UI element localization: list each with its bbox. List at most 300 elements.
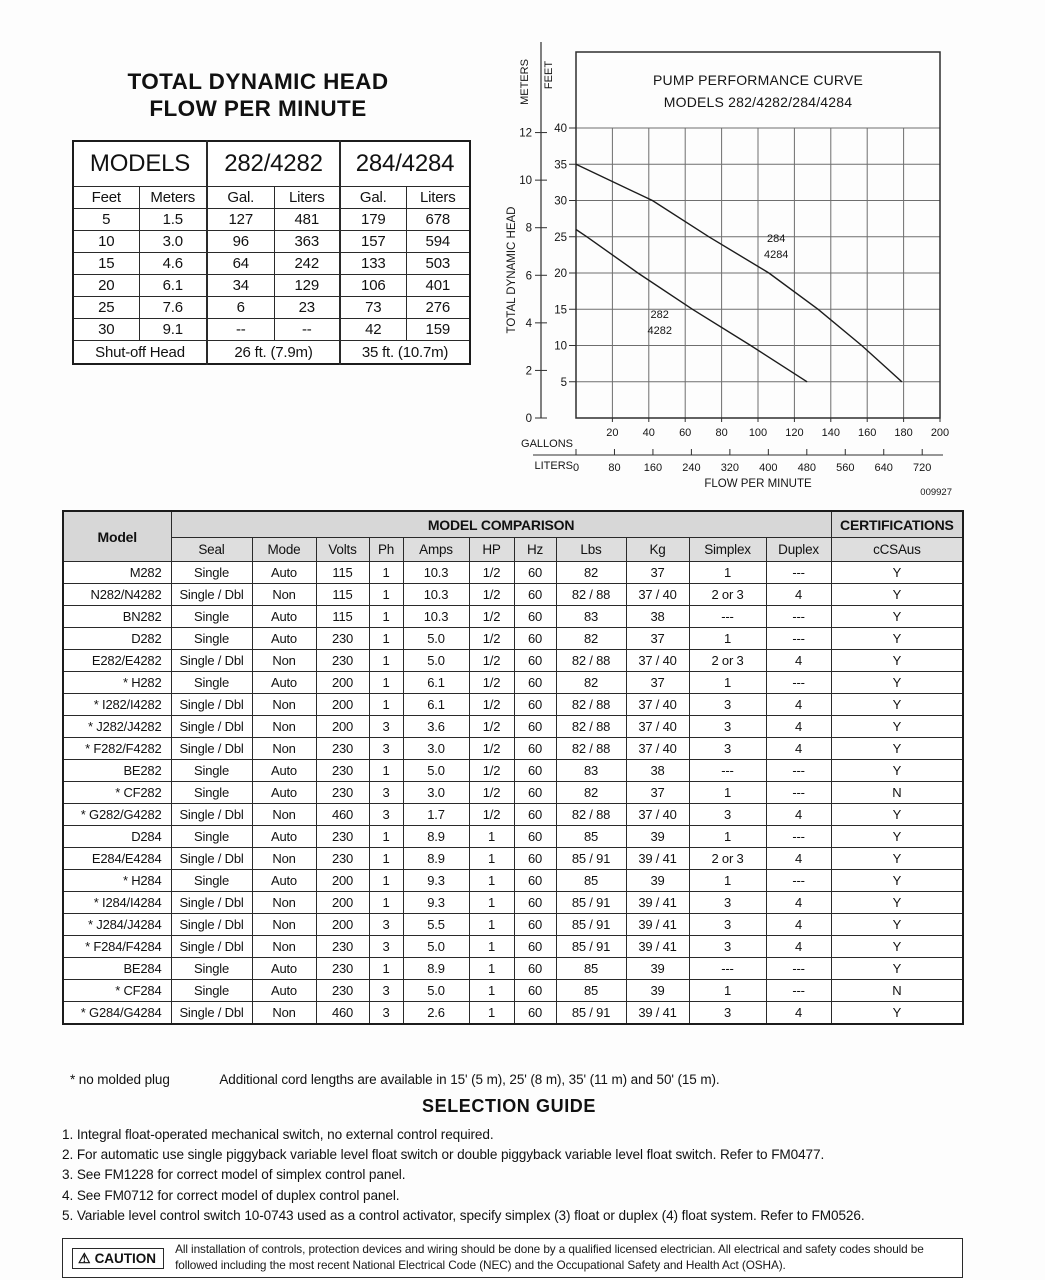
feet-tick-label: 10 (554, 340, 567, 353)
comparison-cell: 1/2 (469, 584, 514, 606)
comparison-row (63, 760, 963, 782)
comparison-cell: 1 (469, 980, 514, 1002)
comparison-cell: Single / Dbl (171, 848, 252, 870)
comparison-cell: 39 (626, 958, 689, 980)
comparison-cell: 1 (369, 606, 403, 628)
comparison-row (63, 936, 963, 958)
comparison-cell: 8.9 (403, 958, 469, 980)
comparison-cell: 83 (556, 760, 626, 782)
gallons-axis-label: GALLONS (521, 438, 573, 450)
col-lbs: Lbs (556, 538, 626, 562)
comparison-cell: 4 (766, 804, 831, 826)
chart-title: PUMP PERFORMANCE CURVE (652, 72, 864, 88)
guide-item-5: 5. Variable level control switch 10-0743 used as a control activator, specify simplex (3) float or duplex (4) float system. Refer to FM0526. (62, 1207, 865, 1223)
footnote-cord-lengths: Additional cord lengths are available in 15' (5 m), 25' (8 m), 35' (11 m) and 50' (15 m). (219, 1072, 720, 1087)
comparison-cell: Y (831, 958, 963, 980)
comparison-cell: 3 (369, 804, 403, 826)
comparison-cell: Single / Dbl (171, 738, 252, 760)
comparison-cell: 60 (514, 628, 556, 650)
comparison-cell: Non (252, 892, 316, 914)
comparison-row (63, 606, 963, 628)
comparison-cell: Auto (252, 562, 316, 584)
comparison-cell: 82 / 88 (556, 804, 626, 826)
certifications-header: CERTIFICATIONS (831, 511, 963, 538)
tdh-col-feet: Feet (73, 187, 139, 209)
comparison-cell: 82 (556, 628, 626, 650)
gallons-tick-label: 40 (642, 427, 655, 439)
comparison-cell: 60 (514, 892, 556, 914)
meters-tick-label: 0 (525, 413, 532, 425)
tdh-cell: 5 (73, 209, 139, 231)
tdh-cell: 133 (340, 253, 406, 275)
comparison-cell: Single / Dbl (171, 1002, 252, 1025)
col-ph: Ph (369, 538, 403, 562)
comparison-cell: 4 (766, 1002, 831, 1025)
comparison-cell: 4 (766, 848, 831, 870)
guide-item-4: 4. See FM0712 for correct model of duplex control panel. (62, 1187, 400, 1203)
comparison-cell: 3 (689, 892, 766, 914)
comparison-cell: Y (831, 892, 963, 914)
comparison-cell: Single (171, 760, 252, 782)
comparison-cell: 1 (689, 980, 766, 1002)
tdh-cell: 179 (340, 209, 406, 231)
comparison-model-cell: * CF284 (63, 980, 171, 1002)
comparison-cell: 3 (369, 980, 403, 1002)
comparison-cell: Non (252, 914, 316, 936)
comparison-cell: 1 (689, 562, 766, 584)
comparison-cell: 39 (626, 826, 689, 848)
tdh-cell: 20 (73, 275, 139, 297)
meters-tick-label: 10 (519, 175, 532, 188)
comparison-cell: 37 (626, 782, 689, 804)
guide-item-2: 2. For automatic use single piggyback variable level float switch or double piggyback variable level float switch. Refer to FM0477. (62, 1147, 825, 1163)
comparison-cell: 1 (369, 562, 403, 584)
chart-subtitle: MODELS 282/4282/284/4284 (663, 94, 853, 110)
comparison-model-cell: D282 (63, 628, 171, 650)
comparison-row (63, 738, 963, 760)
feet-tick-label: 5 (560, 376, 567, 389)
comparison-cell: --- (766, 760, 831, 782)
comparison-cell: 85 / 91 (556, 936, 626, 958)
tdh-header-models: MODELS (73, 141, 207, 187)
tdh-col-meters: Meters (139, 187, 207, 209)
comparison-cell: 230 (316, 738, 369, 760)
meters-tick-label: 4 (525, 317, 532, 330)
comparison-cell: Single / Dbl (171, 914, 252, 936)
comparison-cell: 1/2 (469, 562, 514, 584)
comparison-cell: 3 (689, 1002, 766, 1025)
tdh-col-liters-282: Liters (274, 187, 340, 209)
comparison-cell: 4 (766, 892, 831, 914)
tdh-cell: 594 (406, 231, 470, 253)
comparison-header-model: Model (63, 511, 171, 562)
comparison-cell: 82 / 88 (556, 694, 626, 716)
comparison-cell: 2 or 3 (689, 584, 766, 606)
curve-label-282/4282: 4282 (647, 324, 672, 337)
col-kg: Kg (626, 538, 689, 562)
comparison-cell: 37 / 40 (626, 650, 689, 672)
col-seal: Seal (171, 538, 252, 562)
comparison-cell: 3 (689, 804, 766, 826)
comparison-cell: --- (766, 562, 831, 584)
comparison-cell: 38 (626, 760, 689, 782)
comparison-cell: 1 (369, 650, 403, 672)
feet-tick-label: 35 (554, 159, 567, 172)
comparison-cell: 1/2 (469, 760, 514, 782)
comparison-cell: --- (766, 628, 831, 650)
comparison-header-group: MODEL COMPARISON (171, 511, 831, 538)
comparison-cell: 4 (766, 584, 831, 606)
comparison-row (63, 716, 963, 738)
comparison-cell: 1/2 (469, 716, 514, 738)
comparison-row (63, 1002, 963, 1025)
comparison-cell: Non (252, 848, 316, 870)
meters-tick-label: 2 (525, 365, 532, 378)
tdh-cell: 481 (274, 209, 340, 231)
caution-text: All installation of controls, protection devices and wiring should be done by a qualified licensed electrician. All electrical and safety codes should be followed including the most recent National Electrical Code (NEC) and the Occupational Safety and Health Act (OSHA). (175, 1242, 924, 1272)
col-mode: Mode (252, 538, 316, 562)
meters-tick-label: 6 (525, 270, 532, 283)
comparison-cell: Y (831, 694, 963, 716)
gallons-tick-label: 200 (930, 427, 950, 439)
tdh-header-282: 282/4282 (207, 141, 340, 187)
comparison-cell: Y (831, 650, 963, 672)
comparison-cell: Y (831, 738, 963, 760)
comparison-row (63, 870, 963, 892)
comparison-model-cell: BN282 (63, 606, 171, 628)
comparison-cell: Y (831, 914, 963, 936)
comparison-cell: --- (689, 958, 766, 980)
comparison-cell: 9.3 (403, 892, 469, 914)
comparison-cell: 200 (316, 694, 369, 716)
comparison-model-cell: * CF282 (63, 782, 171, 804)
comparison-cell: 3 (369, 738, 403, 760)
comparison-cell: 3 (369, 1002, 403, 1025)
comparison-cell: 37 / 40 (626, 804, 689, 826)
comparison-cell: 85 (556, 870, 626, 892)
comparison-cell: 4 (766, 650, 831, 672)
comparison-cell: 60 (514, 804, 556, 826)
gallons-tick-label: 180 (894, 427, 913, 439)
comparison-cell: Single / Dbl (171, 936, 252, 958)
comparison-cell: 6.1 (403, 694, 469, 716)
comparison-cell: Single (171, 958, 252, 980)
selection-guide-list (62, 1125, 977, 1226)
comparison-cell: 60 (514, 716, 556, 738)
tdh-cell: 64 (207, 253, 274, 275)
comparison-cell: 85 (556, 958, 626, 980)
tdh-header-284: 284/4284 (340, 141, 470, 187)
comparison-cell: 5.0 (403, 628, 469, 650)
comparison-cell: 37 (626, 628, 689, 650)
tdh-shutoff-284: 35 ft. (10.7m) (340, 341, 470, 365)
tdh-cell: 503 (406, 253, 470, 275)
comparison-cell: 39 / 41 (626, 1002, 689, 1025)
tdh-cell: -- (207, 319, 274, 341)
comparison-cell: 3 (689, 936, 766, 958)
comparison-cell: 3 (369, 782, 403, 804)
tdh-row (73, 297, 470, 319)
pump-performance-chart-svg (505, 28, 980, 500)
meters-tick-label: 12 (519, 127, 532, 140)
comparison-cell: 4 (766, 716, 831, 738)
comparison-cell: 85 (556, 980, 626, 1002)
col-amps: Amps (403, 538, 469, 562)
tdh-cell: 678 (406, 209, 470, 231)
comparison-cell: 37 (626, 562, 689, 584)
comparison-cell: 60 (514, 606, 556, 628)
comparison-row (63, 628, 963, 650)
tdh-title (75, 68, 441, 122)
comparison-cell: 8.9 (403, 848, 469, 870)
comparison-cell: 1/2 (469, 672, 514, 694)
col-volts: Volts (316, 538, 369, 562)
comparison-cell: 39 / 41 (626, 848, 689, 870)
tdh-cell: -- (274, 319, 340, 341)
comparison-cell: 85 (556, 826, 626, 848)
tdh-cell: 30 (73, 319, 139, 341)
comparison-row (63, 584, 963, 606)
comparison-cell: 230 (316, 848, 369, 870)
comparison-cell: 230 (316, 782, 369, 804)
comparison-cell: Single (171, 672, 252, 694)
comparison-cell: 60 (514, 936, 556, 958)
tdh-row (73, 253, 470, 275)
tdh-cell: 1.5 (139, 209, 207, 231)
comparison-cell: 1/2 (469, 650, 514, 672)
comparison-cell: 85 / 91 (556, 1002, 626, 1025)
comparison-cell: Y (831, 562, 963, 584)
comparison-cell: Auto (252, 760, 316, 782)
comparison-cell: 1 (469, 914, 514, 936)
tdh-title-line1: TOTAL DYNAMIC HEAD (127, 69, 389, 94)
comparison-cell: Y (831, 628, 963, 650)
tdh-row (73, 319, 470, 341)
tdh-row (73, 231, 470, 253)
comparison-cell: 3 (369, 716, 403, 738)
tdh-shutoff-282: 26 ft. (7.9m) (207, 341, 340, 365)
comparison-cell: 200 (316, 672, 369, 694)
comparison-cell: 39 / 41 (626, 892, 689, 914)
comparison-cell: Y (831, 848, 963, 870)
comparison-cell: 85 / 91 (556, 848, 626, 870)
comparison-cell: 1/2 (469, 606, 514, 628)
gallons-tick-label: 60 (679, 427, 692, 439)
comparison-cell: 3 (689, 914, 766, 936)
comparison-model-cell: * I282/I4282 (63, 694, 171, 716)
comparison-cell: Single (171, 606, 252, 628)
gallons-tick-label: 120 (785, 427, 804, 439)
comparison-cell: 2 or 3 (689, 650, 766, 672)
comparison-cell: 115 (316, 562, 369, 584)
comparison-cell: 37 (626, 672, 689, 694)
tdh-col-gal-282: Gal. (207, 187, 274, 209)
comparison-cell: 1/2 (469, 628, 514, 650)
comparison-cell: Y (831, 936, 963, 958)
comparison-cell: Auto (252, 980, 316, 1002)
comparison-model-cell: E284/E4284 (63, 848, 171, 870)
comparison-cell: 200 (316, 914, 369, 936)
meters-tick-label: 8 (525, 222, 532, 235)
comparison-cell: Single / Dbl (171, 694, 252, 716)
comparison-model-cell: E282/E4282 (63, 650, 171, 672)
caution-label (72, 1248, 164, 1269)
comparison-cell: 200 (316, 716, 369, 738)
pump-performance-chart (505, 28, 980, 500)
comparison-cell: 230 (316, 826, 369, 848)
comparison-cell: 3 (369, 914, 403, 936)
comparison-cell: 85 / 91 (556, 914, 626, 936)
comparison-cell: Non (252, 584, 316, 606)
liters-axis-label: LITERS (534, 460, 573, 472)
comparison-cell: 1 (369, 826, 403, 848)
comparison-row (63, 650, 963, 672)
comparison-cell: 10.3 (403, 606, 469, 628)
comparison-cell: 5.0 (403, 980, 469, 1002)
comparison-model-cell: BE282 (63, 760, 171, 782)
comparison-cell: Single (171, 826, 252, 848)
comparison-cell: Auto (252, 870, 316, 892)
comparison-cell: 10.3 (403, 584, 469, 606)
feet-axis-label: FEET (543, 60, 555, 90)
comparison-cell: 39 (626, 980, 689, 1002)
gallons-tick-label: 20 (606, 427, 619, 439)
tdh-cell: 242 (274, 253, 340, 275)
caution-word: CAUTION (94, 1250, 157, 1266)
comparison-row (63, 562, 963, 584)
liters-tick-label: 480 (797, 462, 816, 474)
tdh-col-liters-284: Liters (406, 187, 470, 209)
comparison-cell: 1.7 (403, 804, 469, 826)
liters-tick-label: 720 (913, 462, 932, 474)
comparison-cell: 1 (369, 870, 403, 892)
comparison-cell: Single / Dbl (171, 716, 252, 738)
comparison-cell: 39 / 41 (626, 936, 689, 958)
comparison-cell: 1 (689, 826, 766, 848)
tdh-cell: 363 (274, 231, 340, 253)
liters-tick-label: 240 (682, 462, 701, 474)
comparison-cell: 115 (316, 606, 369, 628)
comparison-cell: 83 (556, 606, 626, 628)
comparison-cell: --- (766, 782, 831, 804)
comparison-cell: 82 / 88 (556, 584, 626, 606)
comparison-cell: 3 (689, 716, 766, 738)
liters-tick-label: 0 (572, 462, 580, 474)
comparison-cell: Non (252, 1002, 316, 1025)
comparison-cell: 230 (316, 650, 369, 672)
model-comparison-table (62, 510, 964, 1025)
comparison-cell: 82 (556, 672, 626, 694)
comparison-cell: N (831, 980, 963, 1002)
comparison-cell: 460 (316, 804, 369, 826)
caution-box (62, 1238, 963, 1278)
comparison-cell: Single (171, 782, 252, 804)
comparison-cell: --- (766, 870, 831, 892)
comparison-cell: Non (252, 716, 316, 738)
comparison-model-cell: * G282/G4282 (63, 804, 171, 826)
comparison-cell: 37 / 40 (626, 716, 689, 738)
comparison-row (63, 782, 963, 804)
comparison-cell: 1 (369, 848, 403, 870)
comparison-row (63, 892, 963, 914)
comparison-cell: 1 (369, 760, 403, 782)
tdh-models-row (73, 141, 470, 187)
comparison-cell: 60 (514, 914, 556, 936)
comparison-model-cell: * G284/G4284 (63, 1002, 171, 1025)
feet-tick-label: 15 (554, 304, 567, 317)
liters-tick-label: 320 (720, 462, 740, 474)
comparison-cell: Y (831, 870, 963, 892)
comparison-cell: Y (831, 1002, 963, 1025)
comparison-cell: 5.0 (403, 650, 469, 672)
comparison-cell: Non (252, 694, 316, 716)
comparison-model-cell: * I284/I4284 (63, 892, 171, 914)
comparison-cell: Single / Dbl (171, 584, 252, 606)
col-hz: Hz (514, 538, 556, 562)
comparison-cell: Y (831, 760, 963, 782)
comparison-cell: 60 (514, 760, 556, 782)
comparison-cell: Non (252, 738, 316, 760)
warning-triangle-icon: ⚠ (78, 1250, 91, 1266)
liters-tick-label: 400 (759, 462, 778, 474)
comparison-cell: 1 (469, 826, 514, 848)
comparison-cell: 37 / 40 (626, 584, 689, 606)
comparison-cell: Single / Dbl (171, 892, 252, 914)
tdh-row (73, 209, 470, 231)
comparison-cell: 60 (514, 980, 556, 1002)
tdh-cell: 96 (207, 231, 274, 253)
gallons-tick-label: 100 (748, 427, 768, 439)
comparison-cell: 200 (316, 870, 369, 892)
comparison-cell: 82 (556, 562, 626, 584)
tdh-cell: 6.1 (139, 275, 207, 297)
comparison-cell: 60 (514, 650, 556, 672)
comparison-cell: Auto (252, 958, 316, 980)
comparison-cell: Auto (252, 826, 316, 848)
comparison-cell: 60 (514, 1002, 556, 1025)
comparison-row (63, 848, 963, 870)
comparison-cell: 60 (514, 870, 556, 892)
comparison-cell: 5.0 (403, 936, 469, 958)
comparison-cell: 3.6 (403, 716, 469, 738)
col-ccsaus: cCSAus (831, 538, 963, 562)
comparison-row (63, 958, 963, 980)
comparison-cell: 1 (689, 672, 766, 694)
tdh-cell: 7.6 (139, 297, 207, 319)
comparison-cell: 230 (316, 980, 369, 1002)
gallons-tick-label: 160 (858, 427, 877, 439)
comparison-cell: Y (831, 716, 963, 738)
y-axis-title: TOTAL DYNAMIC HEAD (506, 206, 518, 334)
tdh-cell: 9.1 (139, 319, 207, 341)
tdh-title-line2: FLOW PER MINUTE (149, 96, 367, 121)
comparison-cell: 10.3 (403, 562, 469, 584)
comparison-cell: 1 (689, 870, 766, 892)
feet-tick-label: 25 (554, 231, 567, 244)
comparison-cell: 200 (316, 892, 369, 914)
comparison-cell: Y (831, 606, 963, 628)
comparison-cell: 3.0 (403, 738, 469, 760)
comparison-cell: 1 (369, 892, 403, 914)
comparison-cell: 1 (469, 870, 514, 892)
col-simplex: Simplex (689, 538, 766, 562)
comparison-model-cell: M282 (63, 562, 171, 584)
comparison-row (63, 914, 963, 936)
comparison-cell: 60 (514, 694, 556, 716)
comparison-cell: 2.6 (403, 1002, 469, 1025)
tdh-cell: 6 (207, 297, 274, 319)
comparison-cell: 1 (469, 892, 514, 914)
